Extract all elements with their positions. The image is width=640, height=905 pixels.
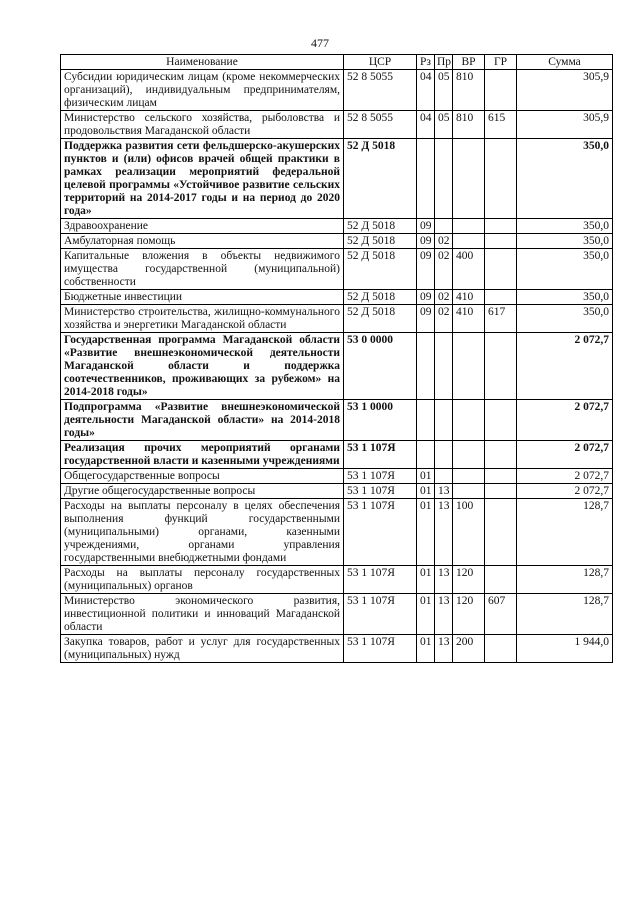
cell-pr: [435, 139, 453, 219]
table-row: [61, 484, 613, 499]
cell-gr: [485, 441, 517, 469]
cell-sum: 305,9: [517, 111, 613, 139]
cell-sum: 350,0: [517, 139, 613, 219]
cell-rz: 01: [417, 484, 435, 499]
header-rz: Рз: [417, 55, 435, 70]
cell-pr: 05: [435, 111, 453, 139]
page-number: 477: [311, 36, 329, 50]
cell-pr: [435, 469, 453, 484]
cell-pr: 02: [435, 290, 453, 305]
cell-csr: 53 1 107Я: [344, 499, 417, 566]
cell-rz: 04: [417, 70, 435, 111]
cell-gr: [485, 400, 517, 441]
cell-gr: [485, 234, 517, 249]
cell-pr: [435, 441, 453, 469]
cell-name: Капитальные вложения в объекты недвижимого имущества государственной (муниципальной) собственности: [61, 249, 344, 290]
cell-name: Министерство строительства, жилищно-коммунального хозяйства и энергетики Магаданской области: [61, 305, 344, 333]
cell-pr: 02: [435, 249, 453, 290]
cell-vr: [453, 469, 485, 484]
cell-sum: 2 072,7: [517, 484, 613, 499]
cell-vr: [453, 139, 485, 219]
cell-csr: 53 0 0000: [344, 333, 417, 400]
cell-gr: [485, 469, 517, 484]
cell-gr: [485, 70, 517, 111]
table-row: [61, 111, 613, 139]
cell-rz: 01: [417, 594, 435, 635]
cell-vr: 100: [453, 499, 485, 566]
cell-gr: 617: [485, 305, 517, 333]
cell-sum: 2 072,7: [517, 400, 613, 441]
cell-rz: 09: [417, 234, 435, 249]
table-row: [61, 594, 613, 635]
cell-rz: 09: [417, 305, 435, 333]
cell-name: Общегосударственные вопросы: [61, 469, 344, 484]
table-row: [61, 333, 613, 400]
cell-sum: 350,0: [517, 290, 613, 305]
header-vr: ВР: [453, 55, 485, 70]
cell-csr: 52 8 5055: [344, 70, 417, 111]
table-row: [61, 219, 613, 234]
cell-sum: 128,7: [517, 499, 613, 566]
cell-csr: 53 1 0000: [344, 400, 417, 441]
cell-vr: 120: [453, 594, 485, 635]
cell-sum: 2 072,7: [517, 441, 613, 469]
cell-pr: 13: [435, 484, 453, 499]
cell-name: Министерство сельского хозяйства, рыболовства и продовольствия Магаданской области: [61, 111, 344, 139]
cell-pr: [435, 333, 453, 400]
cell-rz: 01: [417, 499, 435, 566]
cell-gr: [485, 333, 517, 400]
cell-name: Здравоохранение: [61, 219, 344, 234]
cell-rz: [417, 400, 435, 441]
table-row: [61, 469, 613, 484]
cell-sum: 350,0: [517, 219, 613, 234]
cell-vr: 400: [453, 249, 485, 290]
cell-name: Подпрограмма «Развитие внешнеэкономической деятельности Магаданской области» на 2014-2018 годы»: [61, 400, 344, 441]
cell-pr: 13: [435, 594, 453, 635]
cell-csr: 53 1 107Я: [344, 441, 417, 469]
cell-gr: [485, 566, 517, 594]
cell-sum: 350,0: [517, 234, 613, 249]
cell-name: Расходы на выплаты персоналу государственных (муниципальных) органов: [61, 566, 344, 594]
cell-csr: 52 Д 5018: [344, 139, 417, 219]
cell-vr: [453, 219, 485, 234]
cell-name: Реализация прочих мероприятий органами государственной власти и казенными учреждениями: [61, 441, 344, 469]
cell-rz: [417, 139, 435, 219]
table-row: [61, 139, 613, 219]
cell-rz: 09: [417, 290, 435, 305]
cell-sum: 350,0: [517, 305, 613, 333]
cell-csr: 53 1 107Я: [344, 566, 417, 594]
cell-name: Амбулаторная помощь: [61, 234, 344, 249]
cell-vr: 200: [453, 635, 485, 663]
table-row: [61, 566, 613, 594]
cell-pr: [435, 219, 453, 234]
cell-rz: 01: [417, 469, 435, 484]
cell-rz: 09: [417, 249, 435, 290]
table-row: [61, 234, 613, 249]
table-body: [61, 70, 613, 663]
cell-rz: [417, 333, 435, 400]
cell-gr: 607: [485, 594, 517, 635]
cell-rz: 09: [417, 219, 435, 234]
header-sum: Сумма: [517, 55, 613, 70]
cell-gr: [485, 484, 517, 499]
table-row: [61, 70, 613, 111]
table-row: [61, 290, 613, 305]
cell-gr: [485, 249, 517, 290]
cell-pr: 02: [435, 234, 453, 249]
cell-rz: 01: [417, 635, 435, 663]
cell-sum: 2 072,7: [517, 333, 613, 400]
cell-csr: 52 Д 5018: [344, 219, 417, 234]
cell-rz: 04: [417, 111, 435, 139]
table-row: [61, 635, 613, 663]
table-row: [61, 400, 613, 441]
cell-vr: [453, 400, 485, 441]
cell-vr: 810: [453, 70, 485, 111]
cell-sum: 128,7: [517, 594, 613, 635]
cell-rz: [417, 441, 435, 469]
header-name: Наименование: [61, 55, 344, 70]
cell-vr: 410: [453, 305, 485, 333]
cell-name: Поддержка развития сети фельдшерско-акушерских пунктов и (или) офисов врачей общей практики в рамках реализации мероприятий федеральной целевой программы «Устойчивое развитие сельских территорий на 2014-2017 годы и на период до 2020 года»: [61, 139, 344, 219]
cell-vr: 410: [453, 290, 485, 305]
cell-pr: 13: [435, 499, 453, 566]
table-row: [61, 441, 613, 469]
cell-sum: 1 944,0: [517, 635, 613, 663]
cell-vr: [453, 484, 485, 499]
cell-pr: [435, 400, 453, 441]
cell-pr: 02: [435, 305, 453, 333]
cell-csr: 52 Д 5018: [344, 249, 417, 290]
cell-vr: [453, 333, 485, 400]
cell-csr: 53 1 107Я: [344, 635, 417, 663]
cell-name: Другие общегосударственные вопросы: [61, 484, 344, 499]
cell-csr: 53 1 107Я: [344, 594, 417, 635]
cell-gr: [485, 635, 517, 663]
cell-csr: 52 Д 5018: [344, 290, 417, 305]
header-pr: Пр: [435, 55, 453, 70]
table-header-row: [61, 55, 613, 70]
header-gr: ГР: [485, 55, 517, 70]
cell-name: Закупка товаров, работ и услуг для государственных (муниципальных) нужд: [61, 635, 344, 663]
cell-gr: [485, 499, 517, 566]
table-row: [61, 249, 613, 290]
cell-pr: 13: [435, 635, 453, 663]
header-csr: ЦСР: [344, 55, 417, 70]
cell-name: Бюджетные инвестиции: [61, 290, 344, 305]
cell-sum: 128,7: [517, 566, 613, 594]
cell-name: Расходы на выплаты персоналу в целях обеспечения выполнения функций государственными (муниципальными) органами, казенными учреждениями, органами управления государственными внебюджетными фондами: [61, 499, 344, 566]
cell-name: Министерство экономического развития, инвестиционной политики и инноваций Магаданской области: [61, 594, 344, 635]
cell-csr: 53 1 107Я: [344, 469, 417, 484]
cell-csr: 52 8 5055: [344, 111, 417, 139]
table-row: [61, 499, 613, 566]
cell-name: Государственная программа Магаданской области «Развитие внешнеэкономической деятельности Магаданской области и поддержка соотечественников, проживающих за рубежом» на 2014-2018 годы»: [61, 333, 344, 400]
cell-gr: [485, 219, 517, 234]
cell-gr: [485, 139, 517, 219]
cell-sum: 350,0: [517, 249, 613, 290]
budget-table: [60, 54, 613, 663]
cell-vr: [453, 234, 485, 249]
cell-csr: 52 Д 5018: [344, 305, 417, 333]
cell-vr: [453, 441, 485, 469]
cell-vr: 120: [453, 566, 485, 594]
cell-sum: 2 072,7: [517, 469, 613, 484]
cell-csr: 52 Д 5018: [344, 234, 417, 249]
cell-pr: 05: [435, 70, 453, 111]
cell-name: Субсидии юридическим лицам (кроме некоммерческих организаций), индивидуальным предпринимателям, физическим лицам: [61, 70, 344, 111]
cell-gr: 615: [485, 111, 517, 139]
cell-gr: [485, 290, 517, 305]
cell-vr: 810: [453, 111, 485, 139]
cell-csr: 53 1 107Я: [344, 484, 417, 499]
cell-pr: 13: [435, 566, 453, 594]
table-row: [61, 305, 613, 333]
cell-sum: 305,9: [517, 70, 613, 111]
cell-rz: 01: [417, 566, 435, 594]
